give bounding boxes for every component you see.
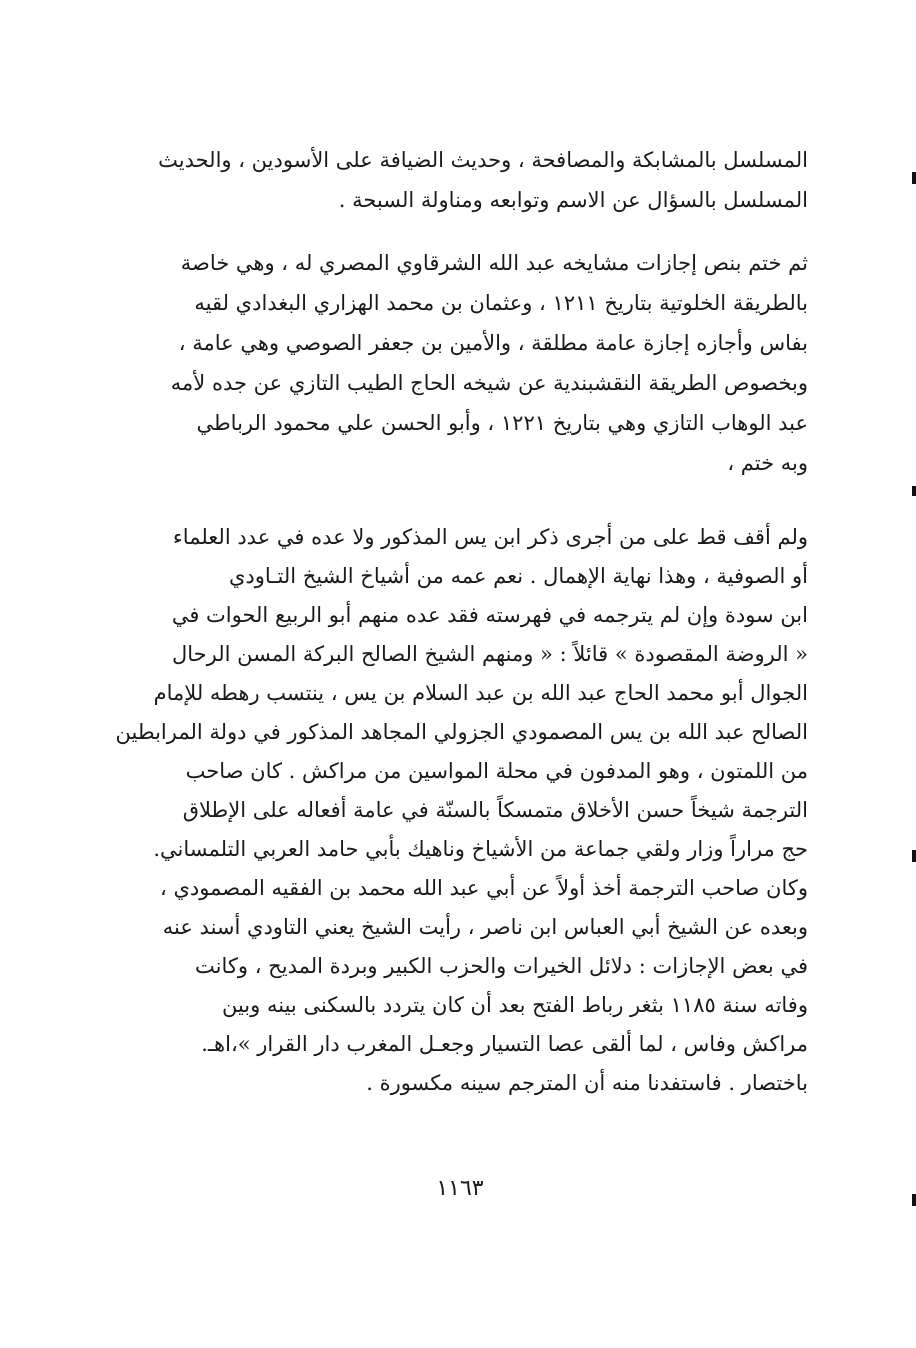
text-line: عبد الوهاب التازي وهي بتاريخ ١٢٢١ ، وأبو الحسن علي محمود الرباطي xyxy=(196,411,808,435)
text-line: وبعده عن الشيخ أبي العباس ابن ناصر ، رأيت الشيخ يعني التاودي أسند عنه xyxy=(162,915,808,939)
text-line: الترجمة شيخاً حسن الأخلاق متمسكاً بالسنّة في عامة أفعاله على الإطلاق xyxy=(182,798,808,822)
text-line: وكان صاحب الترجمة أخذ أولاً عن أبي عبد الله محمد بن الفقيه المصمودي ، xyxy=(160,876,808,900)
text-line: المسلسل بالمشابكة والمصافحة ، وحديث الضيافة على الأسودين ، والحديث xyxy=(158,148,808,172)
text-line: حج مراراً وزار ولقي جماعة من الأشياخ وناهيك بأبي حامد العربي التلمساني. xyxy=(153,837,808,861)
paragraph-1 xyxy=(104,140,808,220)
text-line: بالطريقة الخلوتية بتاريخ ١٢١١ ، وعثمان بن محمد الهزاري البغدادي لقيه xyxy=(194,291,808,315)
text-line: مراكش وفاس ، لما ألقى عصا التسيار وجعـل المغرب دار القرار »،اهـ. xyxy=(201,1032,808,1056)
text-line: بفاس وأجازه إجازة عامة مطلقة ، والأمين بن جعفر الصوصي وهي عامة ، xyxy=(178,331,808,355)
paragraph-2 xyxy=(104,243,808,483)
text-line: وبه ختم ، xyxy=(727,451,808,475)
scan-edge-mark xyxy=(912,1194,916,1206)
text-line: الصالح عبد الله بن يس المصمودي الجزولي المجاهد المذكور في دولة المرابطين xyxy=(115,720,808,744)
text-line: باختصار . فاستفدنا منه أن المترجم سينه مكسورة . xyxy=(366,1071,808,1095)
text-line: « الروضة المقصودة » قائلاً : « ومنهم الشيخ الصالح البركة المسن الرحال xyxy=(172,642,808,666)
scan-edge-mark xyxy=(912,850,916,862)
text-line: وفاته سنة ١١٨٥ بثغر رباط الفتح بعد أن كان يتردد بالسكنى بينه وبين xyxy=(221,993,808,1017)
text-line: الجوال أبو محمد الحاج عبد الله بن عبد السلام بن يس ، ينتسب رهطه للإمام xyxy=(153,681,808,705)
scan-edge-mark xyxy=(912,172,916,184)
text-line: ثم ختم بنص إجازات مشايخه عبد الله الشرقاوي المصري له ، وهي خاصة xyxy=(180,251,808,275)
text-line: المسلسل بالسؤال عن الاسم وتوابعه ومناولة السبحة . xyxy=(338,188,808,212)
page-number: ١١٦٣ xyxy=(436,1176,484,1201)
paragraph-3 xyxy=(104,518,808,1103)
text-line: أو الصوفية ، وهذا نهاية الإهمال . نعم عمه من أشياخ الشيخ التـاودي xyxy=(229,564,808,588)
text-line: ابن سودة وإن لم يترجمه في فهرسته فقد عده منهم أبو الربيع الحوات في xyxy=(171,603,808,627)
text-line: من اللمتون ، وهو المدفون في محلة المواسين من مراكش . كان صاحب xyxy=(185,759,808,783)
text-line: في بعض الإجازات : دلائل الخيرات والحزب الكبير وبردة المديح ، وكانت xyxy=(195,954,808,978)
scan-edge-mark xyxy=(912,486,916,496)
text-line: وبخصوص الطريقة النقشبندية عن شيخه الحاج الطيب التازي عن جده لأمه xyxy=(170,371,808,395)
text-line: ولم أقف قط على من أجرى ذكر ابن يس المذكور ولا عده في عدد العلماء xyxy=(172,525,808,549)
